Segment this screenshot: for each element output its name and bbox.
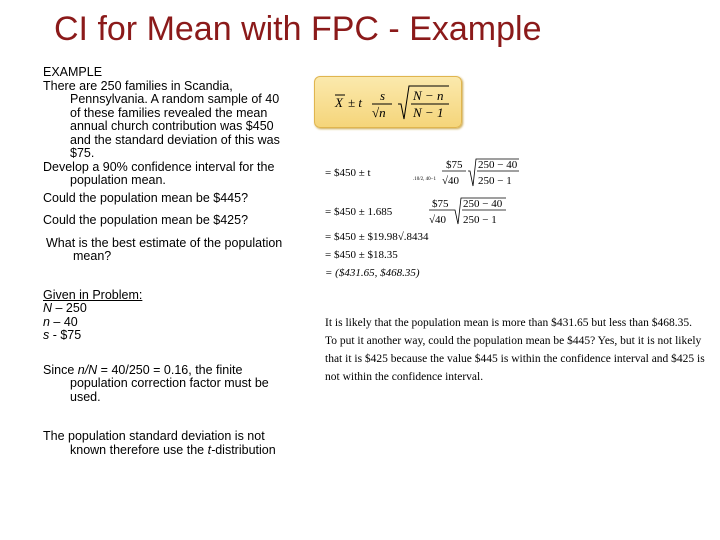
- formula-s: s: [380, 88, 386, 103]
- step1-subscript: .10/2, 40−1: [413, 177, 436, 182]
- step1-lhs: = $450 ± t: [325, 167, 371, 179]
- given-heading: Given in Problem:: [43, 287, 143, 302]
- formula-N-minus-n: N − n: [413, 88, 444, 103]
- step2-numerator: $75: [432, 198, 449, 210]
- example-heading: EXAMPLE: [43, 65, 103, 79]
- step1-fpc-denominator: 250 − 1: [478, 175, 512, 187]
- step2-fpc-numerator: 250 − 40: [463, 198, 503, 210]
- problem-statement: There are 250 families in Scandia, Pennsylvania. A random sample of 40 of these families revealed the mean annual church contribution was $450 and the standard deviation of this was $75.: [43, 78, 280, 160]
- given-sample-size: n – 40: [43, 314, 78, 329]
- question-best-estimate: What is the best estimate of the population mean?: [46, 235, 283, 263]
- fpc-formula: [315, 77, 461, 127]
- given-population-size: N – 250: [43, 301, 87, 315]
- step1-denominator: √40: [442, 175, 460, 187]
- formula-sqrt-n: √n: [372, 105, 386, 120]
- step1-fpc-numerator: 250 − 40: [478, 159, 518, 171]
- step3: = $450 ± $19.98√.8434: [325, 231, 429, 243]
- question-425: Could the population mean be $425?: [43, 213, 249, 227]
- task-statement: Develop a 90% confidence interval for the population mean.: [43, 159, 275, 187]
- page-title: CI for Mean with FPC - Example: [54, 10, 542, 48]
- formula-pm-t: ± t: [348, 95, 362, 110]
- step5-interval: = ($431.65, $468.35): [325, 267, 420, 279]
- formula-N-minus-1: N − 1: [413, 105, 444, 120]
- question-445: Could the population mean be $445?: [43, 190, 249, 205]
- fpc-formula-box: [314, 76, 462, 128]
- problem-text-column: [43, 66, 283, 457]
- t-distribution-statement: The population standard deviation is not known therefore use the t-distribution: [43, 429, 276, 457]
- step4: = $450 ± $18.35: [325, 249, 398, 261]
- calculation-steps: [325, 156, 518, 286]
- step2-lhs: = $450 ± 1.685: [325, 206, 393, 218]
- given-std-dev: s - $75: [43, 328, 82, 342]
- step2-fpc-denominator: 250 − 1: [463, 214, 497, 226]
- fpc-statement: Since n/N = 40/250 = 0.16, the finite population correction factor must be used.: [43, 362, 269, 404]
- step2-denominator: √40: [429, 214, 447, 226]
- conclusion-text: It is likely that the population mean is more than $431.65 but less than $468.35. To put it another way, could the population mean be $445? Yes, but it is not likely that it is $425 because the value $445 is within the confidence interval and $425 is not within the confidence interval.: [325, 316, 705, 383]
- step1-numerator: $75: [446, 159, 463, 171]
- formula-xbar: X: [335, 95, 343, 110]
